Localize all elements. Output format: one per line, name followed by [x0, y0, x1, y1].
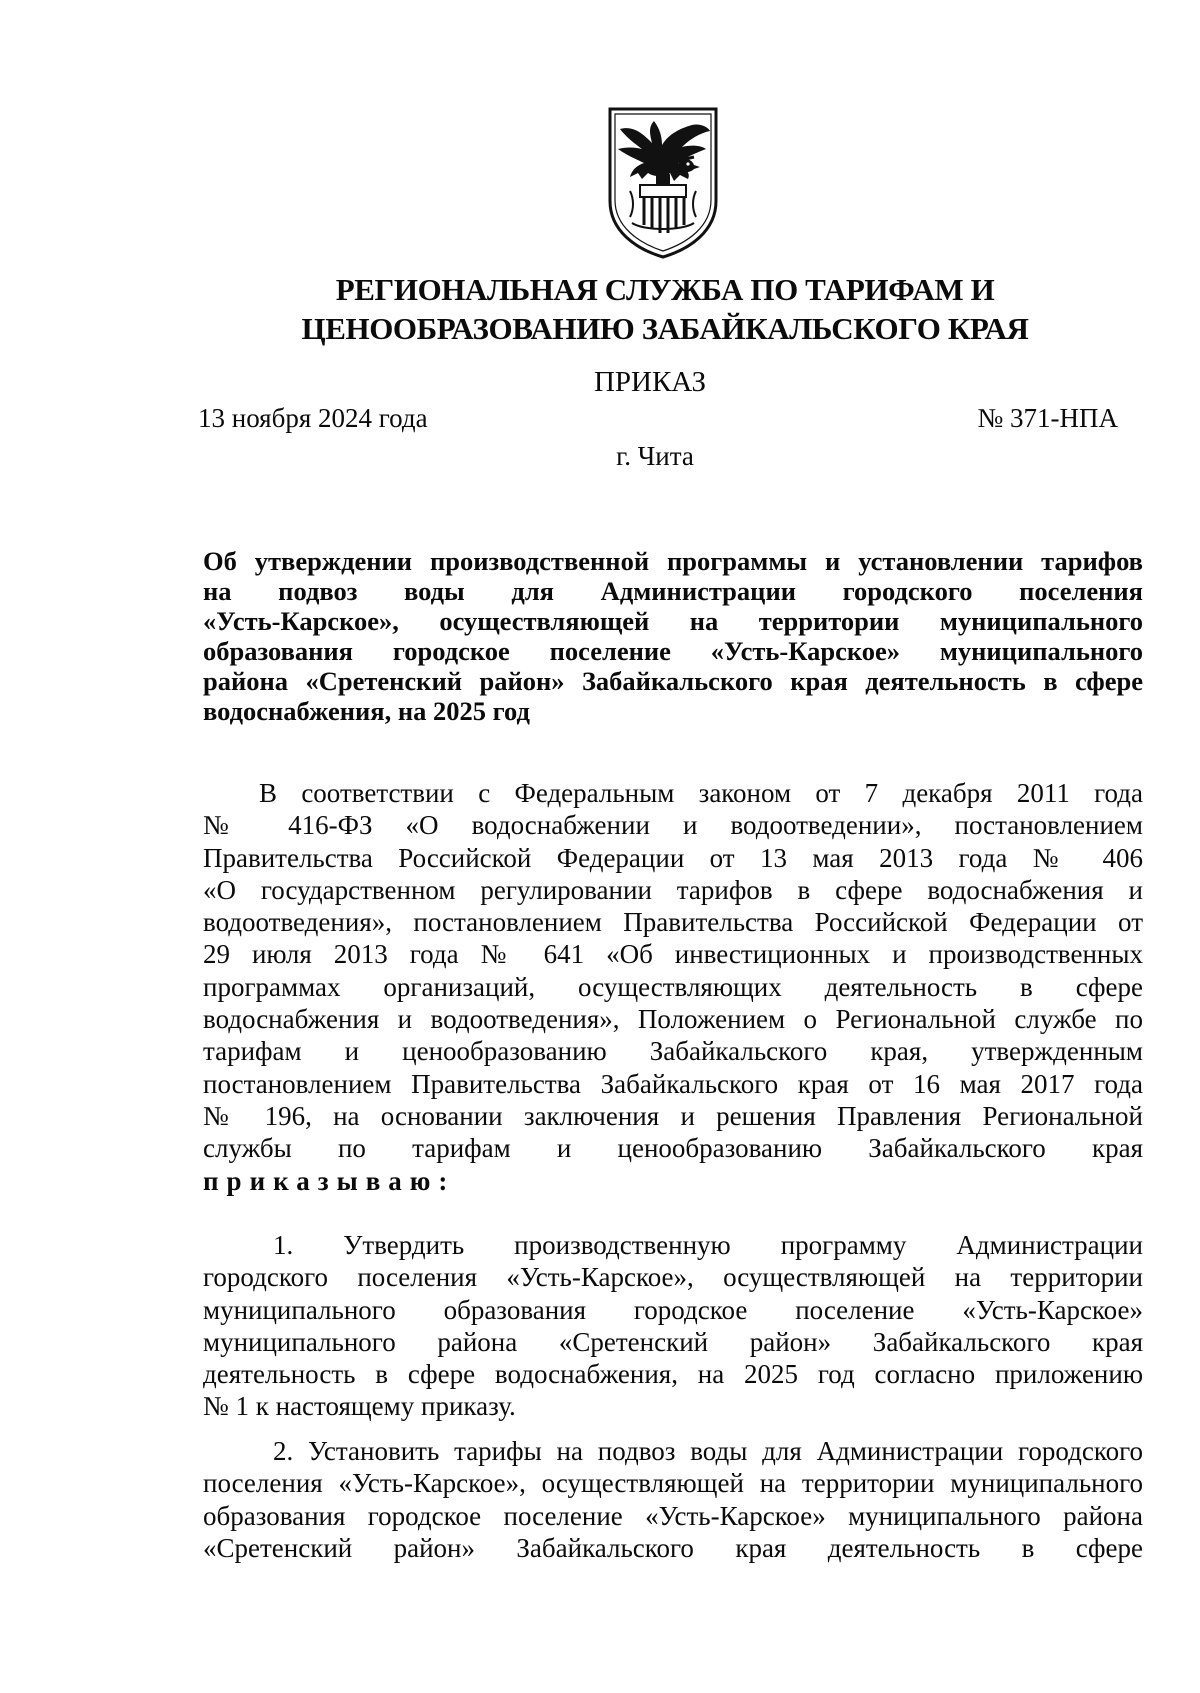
subject-line: района «Сретенский район» Забайкальского края деятельность в сфере: [203, 666, 1143, 696]
subject-line: водоснабжения, на 2025 год: [203, 696, 530, 726]
document-city: г. Чита: [616, 441, 694, 471]
paragraph-line: муниципального района «Сретенский район» Забайкальского края: [203, 1326, 1143, 1357]
coat-of-arms-icon: [604, 105, 722, 260]
organization-title-line-1: РЕГИОНАЛЬНАЯ СЛУЖБА ПО ТАРИФАМ И: [335, 272, 995, 307]
subject-line: образования городское поселение «Усть-Карское» муниципального: [203, 636, 1143, 666]
paragraph-line: деятельность в сфере водоснабжения, на 2025 год согласно приложению: [203, 1359, 1143, 1390]
subject-line: Об утверждении производственной программы и установлении тарифов: [203, 546, 1143, 576]
paragraph-line: муниципального образования городское поселение «Усть-Карское»: [203, 1294, 1143, 1325]
order-subject: [203, 546, 1143, 726]
paragraph-line: городского поселения «Усть-Карское», осуществляющей на территории: [203, 1262, 1143, 1293]
document-date: 13 ноября 2024 года: [198, 403, 428, 433]
paragraph-line: поселения «Усть-Карское», осуществляющей на территории муниципального: [203, 1468, 1143, 1499]
paragraph-line: Правительства Российской Федерации от 13 мая 2013 года № 406: [203, 842, 1143, 873]
organization-title: [200, 270, 1130, 348]
paragraph-line: службы по тарифам и ценообразованию Забайкальского края: [203, 1133, 1143, 1164]
order-item-1: [203, 1229, 1143, 1423]
paragraph-line: тарифам и ценообразованию Забайкальского края, утвержденным: [203, 1036, 1143, 1067]
paragraph-line: В соответствии с Федеральным законом от 7 декабря 2011 года: [259, 778, 1143, 808]
organization-title-line-2: ЦЕНООБРАЗОВАНИЮ ЗАБАЙКАЛЬСКОГО КРАЯ: [301, 311, 1029, 346]
paragraph-line: водоснабжения и водоотведения», Положением о Региональной службе по: [203, 1004, 1143, 1035]
document-type: ПРИКАЗ: [593, 366, 707, 398]
subject-line: «Усть-Карское», осуществляющей на территории муниципального: [203, 606, 1143, 636]
paragraph-line: № 196, на основании заключения и решения Правления Региональной: [203, 1100, 1143, 1131]
subject-line: на подвоз воды для Администрации городского поселения: [203, 576, 1143, 606]
paragraph-line: № 1 к настоящему приказу.: [203, 1391, 516, 1422]
paragraph-line: водоотведения», постановлением Правительства Российской Федерации от: [203, 907, 1143, 938]
order-item-2: [203, 1435, 1143, 1564]
order-word: приказываю:: [203, 1165, 456, 1196]
preamble-paragraph: [203, 777, 1143, 1197]
paragraph-line: образования городское поселение «Усть-Карское» муниципального района: [203, 1500, 1143, 1531]
paragraph-line: программах организаций, осуществляющих деятельность в сфере: [203, 971, 1143, 1002]
paragraph-line: № 416-ФЗ «О водоснабжении и водоотведении», постановлением: [203, 810, 1143, 841]
paragraph-line: постановлением Правительства Забайкальского края от 16 мая 2017 года: [203, 1068, 1143, 1099]
document-number: № 371-НПА: [977, 403, 1118, 433]
paragraph-line: «Сретенский район» Забайкальского края деятельность в сфере: [203, 1532, 1143, 1563]
paragraph-line: 29 июля 2013 года № 641 «Об инвестиционных и производственных: [203, 939, 1143, 970]
paragraph-line: 1. Утвердить производственную программу Администрации: [273, 1230, 1143, 1260]
paragraph-line: «О государственном регулировании тарифов в сфере водоснабжения и: [203, 874, 1143, 905]
paragraph-line: 2. Установить тарифы на подвоз воды для Администрации городского: [273, 1436, 1143, 1466]
